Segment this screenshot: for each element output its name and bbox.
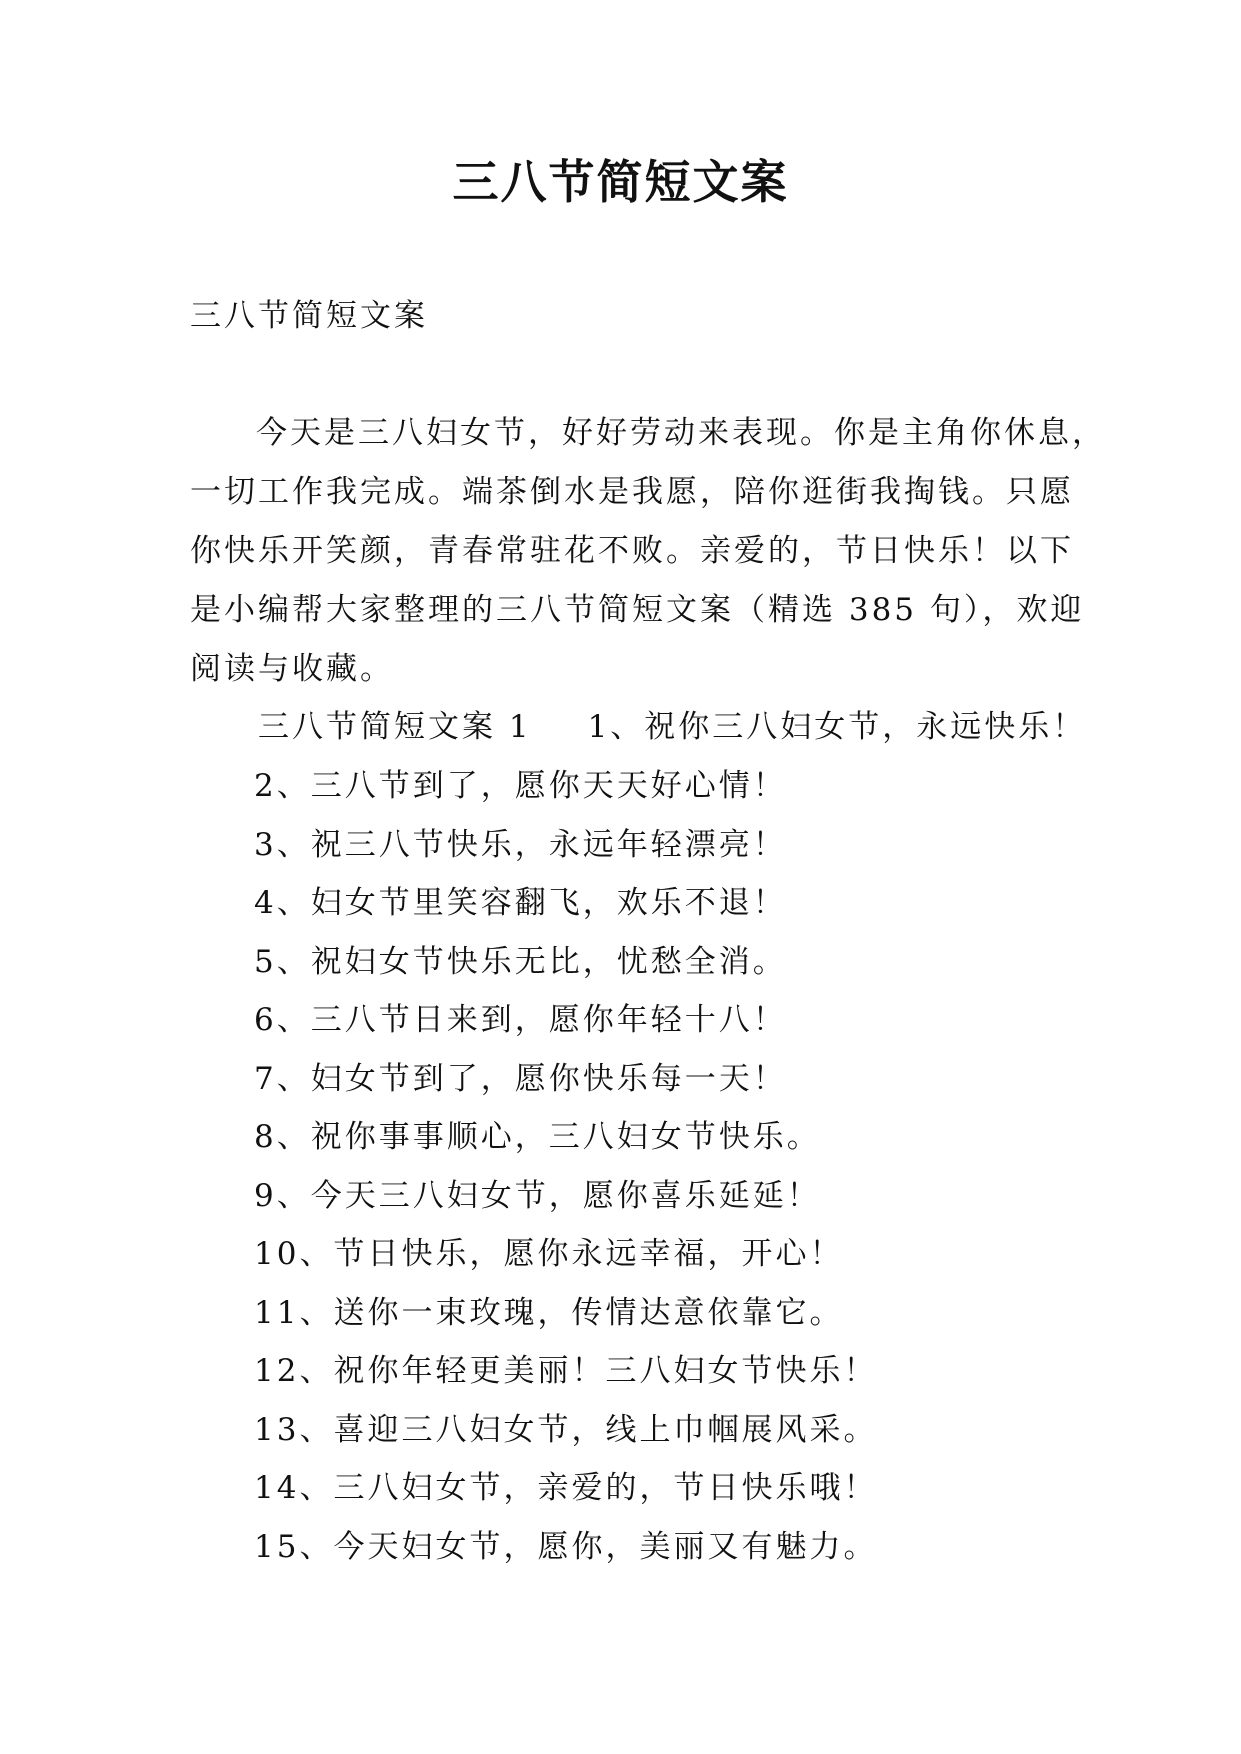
- list-item: 10、节日快乐，愿你永远幸福，开心！: [254, 1236, 844, 1272]
- list-item: 14、三八妇女节，亲爱的，节日快乐哦！: [254, 1470, 878, 1506]
- intro-paragraph: [190, 404, 1106, 699]
- list-item: 1、祝你三八妇女节，永远快乐！: [587, 709, 1087, 745]
- list-item: 8、祝你事事顺心，三八妇女节快乐。: [254, 1119, 821, 1155]
- document-title: 三八节简短文案: [452, 155, 789, 209]
- list-item: 3、祝三八节快乐，永远年轻漂亮！: [254, 826, 787, 863]
- list-item: 11、送你一束玫瑰，传情达意依靠它。: [254, 1294, 844, 1331]
- blessing-list: [254, 757, 877, 1576]
- list-item: 9、今天三八妇女节，愿你喜乐延延！: [254, 1177, 821, 1214]
- section-heading-row: [258, 698, 1086, 757]
- intro-line: 一切工作我完成。端茶倒水是我愿，陪你逛街我掏钱。只愿: [190, 474, 1074, 510]
- list-item: 7、妇女节到了，愿你快乐每一天！: [254, 1060, 787, 1097]
- document-subtitle: 三八节简短文案: [190, 298, 428, 334]
- intro-line: 是小编帮大家整理的三八节简短文案（精选 385 句），欢迎: [190, 592, 1085, 628]
- list-item: 2、三八节到了，愿你天天好心情！: [254, 768, 787, 804]
- list-item: 15、今天妇女节，愿你，美丽又有魅力。: [254, 1528, 878, 1565]
- list-item: 12、祝你年轻更美丽！三八妇女节快乐！: [254, 1353, 878, 1389]
- intro-line: 阅读与收藏。: [190, 651, 394, 687]
- list-item: 5、祝妇女节快乐无比，忧愁全消。: [254, 943, 787, 980]
- list-item: 4、妇女节里笑容翻飞，欢乐不退！: [254, 885, 787, 921]
- list-item: 13、喜迎三八妇女节，线上巾帼展风采。: [254, 1411, 878, 1448]
- list-item: 6、三八节日来到，愿你年轻十八！: [254, 1002, 787, 1038]
- section-heading: 三八节简短文案 1: [258, 709, 532, 745]
- intro-line: 你快乐开笑颜，青春常驻花不败。亲爱的，节日快乐！以下: [190, 533, 1074, 569]
- intro-line: 今天是三八妇女节，好好劳动来表现。你是主角你休息，: [256, 415, 1106, 451]
